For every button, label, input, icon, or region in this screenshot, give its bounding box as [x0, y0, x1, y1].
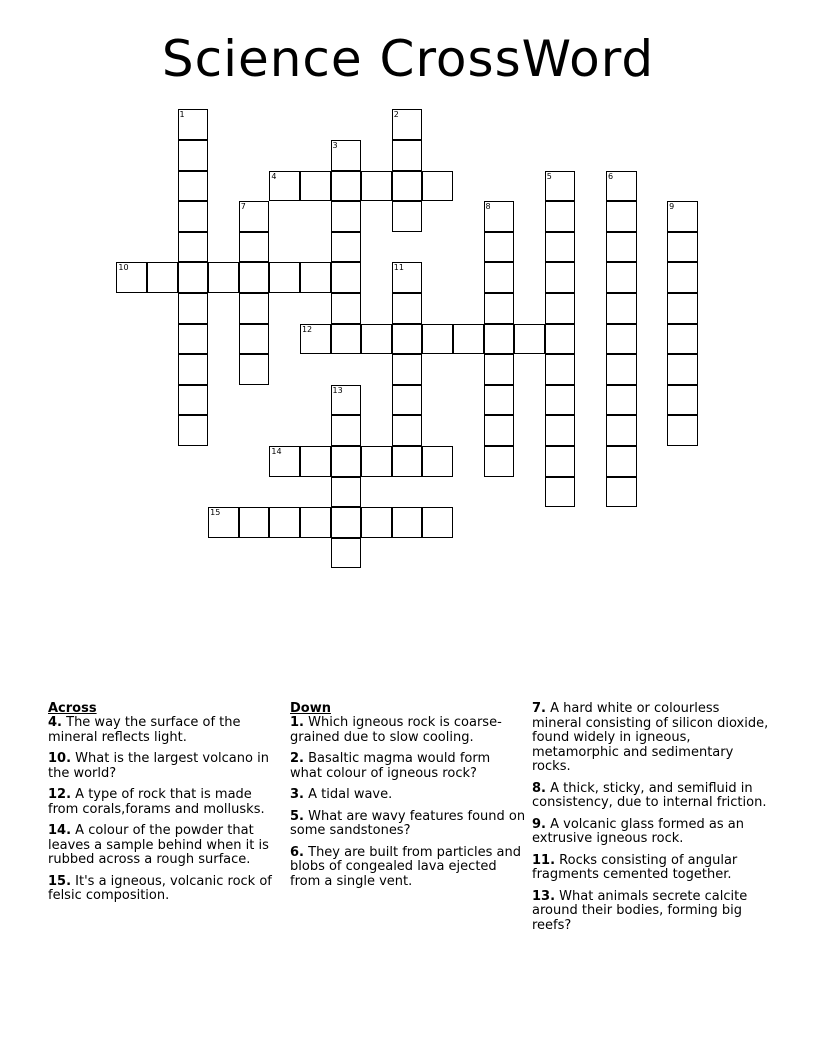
clue-number: 12 — [301, 324, 313, 334]
grid-cell[interactable] — [269, 446, 300, 477]
grid-cell[interactable] — [667, 354, 698, 385]
grid-cell[interactable] — [178, 140, 209, 171]
grid-cell[interactable] — [178, 232, 209, 263]
grid-cell[interactable] — [178, 201, 209, 232]
grid-cell[interactable] — [484, 262, 515, 293]
clue-number: 12. — [48, 787, 72, 802]
grid-cell[interactable] — [331, 385, 362, 416]
grid-cell[interactable] — [239, 507, 270, 538]
grid-cell[interactable] — [361, 171, 392, 202]
clue-item — [48, 875, 284, 904]
grid-cell[interactable] — [331, 324, 362, 355]
down-clues — [290, 702, 526, 896]
grid-cell[interactable] — [239, 201, 270, 232]
across-heading: Across — [48, 701, 97, 716]
clue-text: Basaltic magma would form what colour of igneous rock? — [290, 751, 491, 781]
grid-cell[interactable] — [361, 446, 392, 477]
grid-cell[interactable] — [545, 354, 576, 385]
clue-text: What is the largest volcano in the world? — [48, 751, 269, 781]
grid-cell[interactable] — [453, 324, 484, 355]
grid-cell[interactable] — [392, 446, 423, 477]
grid-cell[interactable] — [392, 140, 423, 171]
clue-number: 4. — [48, 715, 62, 730]
grid-cell[interactable] — [606, 324, 637, 355]
down-heading: Down — [290, 701, 331, 716]
clue-number: 10 — [118, 263, 129, 273]
down-clues-continued — [532, 702, 772, 940]
grid-cell[interactable] — [331, 507, 362, 538]
clue-number: 9. — [532, 816, 546, 832]
grid-cell[interactable] — [178, 262, 209, 293]
grid-cell[interactable] — [545, 446, 576, 477]
grid-cell[interactable] — [331, 262, 362, 293]
clue-text: What animals secrete calcite around their bodies, forming big reefs? — [532, 888, 748, 933]
grid-cell[interactable] — [484, 324, 515, 355]
grid-cell[interactable] — [331, 446, 362, 477]
grid-cell[interactable] — [392, 324, 423, 355]
grid-cell[interactable] — [178, 385, 209, 416]
grid-cell[interactable] — [545, 262, 576, 293]
grid-cell[interactable] — [667, 385, 698, 416]
grid-cell[interactable] — [545, 415, 576, 446]
clue-item — [48, 752, 284, 781]
clue-text: It's a igneous, volcanic rock of felsic composition. — [48, 873, 272, 903]
clue-number: 2. — [290, 751, 304, 766]
grid-cell[interactable] — [239, 262, 270, 293]
across-clues — [48, 702, 284, 911]
grid-cell[interactable] — [300, 507, 331, 538]
page-title: Science CrossWord — [161, 30, 655, 88]
grid-cell[interactable] — [208, 507, 239, 538]
clue-item — [532, 890, 772, 934]
clue-number: 9 — [669, 202, 675, 212]
grid-cell[interactable] — [545, 477, 576, 508]
grid-cell[interactable] — [361, 324, 392, 355]
grid-cell[interactable] — [667, 232, 698, 263]
grid-cell[interactable] — [667, 262, 698, 293]
grid-cell[interactable] — [178, 324, 209, 355]
clue-text: Which igneous rock is coarse-grained due to slow cooling. — [290, 715, 502, 745]
grid-cell[interactable] — [331, 538, 362, 569]
grid-cell[interactable] — [300, 262, 331, 293]
grid-cell[interactable] — [606, 477, 637, 508]
clue-item — [532, 702, 772, 775]
clue-text: A colour of the powder that leaves a sample behind when it is rubbed across a rough surface. — [48, 823, 269, 867]
grid-cell[interactable] — [269, 171, 300, 202]
grid-cell[interactable] — [361, 507, 392, 538]
grid-cell[interactable] — [331, 171, 362, 202]
clue-text: A volcanic glass formed as an extrusive igneous rock. — [532, 816, 744, 846]
clue-number: 5 — [546, 171, 552, 181]
clue-number: 3. — [290, 787, 304, 802]
grid-cell[interactable] — [239, 354, 270, 385]
grid-cell[interactable] — [392, 507, 423, 538]
grid-cell[interactable] — [606, 201, 637, 232]
grid-cell[interactable] — [178, 109, 209, 140]
grid-cell[interactable] — [392, 109, 423, 140]
clue-number: 6. — [290, 844, 304, 860]
grid-cell[interactable] — [484, 201, 515, 232]
grid-cell[interactable] — [239, 324, 270, 355]
clue-item — [290, 788, 526, 803]
grid-cell[interactable] — [300, 324, 331, 355]
grid-cell[interactable] — [606, 232, 637, 263]
grid-cell[interactable] — [545, 232, 576, 263]
grid-cell[interactable] — [606, 171, 637, 202]
clue-number: 13. — [532, 888, 556, 904]
grid-cell[interactable] — [484, 415, 515, 446]
grid-cell[interactable] — [606, 262, 637, 293]
clue-number: 3 — [332, 140, 338, 150]
grid-cell[interactable] — [147, 262, 178, 293]
grid-cell[interactable] — [667, 415, 698, 446]
clue-text: A tidal wave. — [308, 787, 393, 802]
clue-item — [532, 854, 772, 883]
grid-cell[interactable] — [178, 171, 209, 202]
grid-cell[interactable] — [331, 140, 362, 171]
grid-cell[interactable] — [269, 262, 300, 293]
grid-cell[interactable] — [331, 232, 362, 263]
grid-cell[interactable] — [484, 232, 515, 263]
grid-cell[interactable] — [484, 293, 515, 324]
grid-cell[interactable] — [545, 293, 576, 324]
grid-cell[interactable] — [514, 324, 545, 355]
clue-item — [48, 716, 284, 745]
grid-cell[interactable] — [239, 293, 270, 324]
grid-cell[interactable] — [116, 262, 147, 293]
clue-item — [290, 752, 526, 781]
clue-text: They are built from particles and blobs of congealed lava ejected from a single vent. — [290, 844, 522, 889]
grid-cell[interactable] — [606, 293, 637, 324]
clue-number: 8 — [485, 202, 491, 212]
clue-number: 6 — [607, 171, 614, 181]
grid-cell[interactable] — [422, 507, 453, 538]
grid-cell[interactable] — [331, 415, 362, 446]
grid-cell[interactable] — [392, 171, 423, 202]
clue-item — [532, 782, 772, 811]
clue-text: Rocks consisting of angular fragments cemented together. — [532, 852, 738, 882]
grid-cell[interactable] — [484, 385, 515, 416]
grid-cell[interactable] — [667, 293, 698, 324]
grid-cell[interactable] — [178, 293, 209, 324]
clue-number: 4 — [271, 171, 277, 181]
grid-cell[interactable] — [484, 354, 515, 385]
clue-number: 1. — [290, 715, 304, 730]
clue-number: 14. — [48, 823, 72, 838]
grid-cell[interactable] — [392, 201, 423, 232]
grid-cell[interactable] — [606, 415, 637, 446]
clue-number: 10. — [48, 751, 72, 766]
clue-number: 7. — [532, 701, 546, 716]
grid-cell[interactable] — [392, 293, 423, 324]
clue-text: A thick, sticky, and semifluid in consistency, due to internal friction. — [532, 780, 767, 810]
grid-cell[interactable] — [331, 477, 362, 508]
grid-cell[interactable] — [545, 324, 576, 355]
clue-text: A type of rock that is made from corals,forams and mollusks. — [48, 787, 265, 817]
clue-number: 11 — [393, 263, 404, 273]
clue-number: 1 — [179, 110, 185, 120]
grid-cell[interactable] — [331, 201, 362, 232]
clue-number: 2 — [393, 110, 399, 120]
grid-cell[interactable] — [484, 446, 515, 477]
clue-number: 8. — [532, 780, 546, 796]
clue-item — [48, 788, 284, 817]
grid-cell[interactable] — [545, 201, 576, 232]
grid-cell[interactable] — [667, 201, 698, 232]
grid-cell[interactable] — [178, 415, 209, 446]
grid-cell[interactable] — [422, 446, 453, 477]
grid-cell[interactable] — [269, 507, 300, 538]
clue-item — [290, 846, 526, 890]
clue-text: What are wavy features found on some sandstones? — [290, 808, 526, 838]
grid-cell[interactable] — [392, 262, 423, 293]
grid-cell[interactable] — [545, 385, 576, 416]
clue-number: 15 — [210, 508, 221, 518]
grid-cell[interactable] — [392, 354, 423, 385]
grid-cell[interactable] — [178, 354, 209, 385]
clue-item — [290, 810, 526, 839]
clue-item — [290, 716, 526, 745]
clue-item — [48, 824, 284, 868]
grid-cell[interactable] — [545, 171, 576, 202]
clue-number: 13 — [332, 385, 343, 395]
grid-cell[interactable] — [667, 324, 698, 355]
grid-cell[interactable] — [300, 171, 331, 202]
clue-text: The way the surface of the mineral reflects light. — [48, 715, 241, 745]
grid-cell[interactable] — [300, 446, 331, 477]
clue-number: 15. — [48, 873, 72, 889]
grid-cell[interactable] — [422, 171, 453, 202]
grid-cell[interactable] — [392, 415, 423, 446]
clue-item — [532, 818, 772, 847]
grid-cell[interactable] — [606, 354, 637, 385]
grid-cell[interactable] — [331, 293, 362, 324]
grid-cell[interactable] — [208, 262, 239, 293]
grid-cell[interactable] — [422, 324, 453, 355]
clue-number: 11. — [532, 852, 556, 868]
grid-cell[interactable] — [392, 385, 423, 416]
grid-cell[interactable] — [606, 385, 637, 416]
clue-number: 7 — [240, 202, 246, 212]
clue-text: A hard white or colourless mineral consisting of silicon dioxide, found widely in igneous, metamorphic and sedimentary rocks. — [532, 701, 769, 774]
clue-number: 5. — [290, 808, 304, 824]
grid-cell[interactable] — [606, 446, 637, 477]
clue-number: 14 — [271, 446, 282, 456]
grid-cell[interactable] — [239, 232, 270, 263]
